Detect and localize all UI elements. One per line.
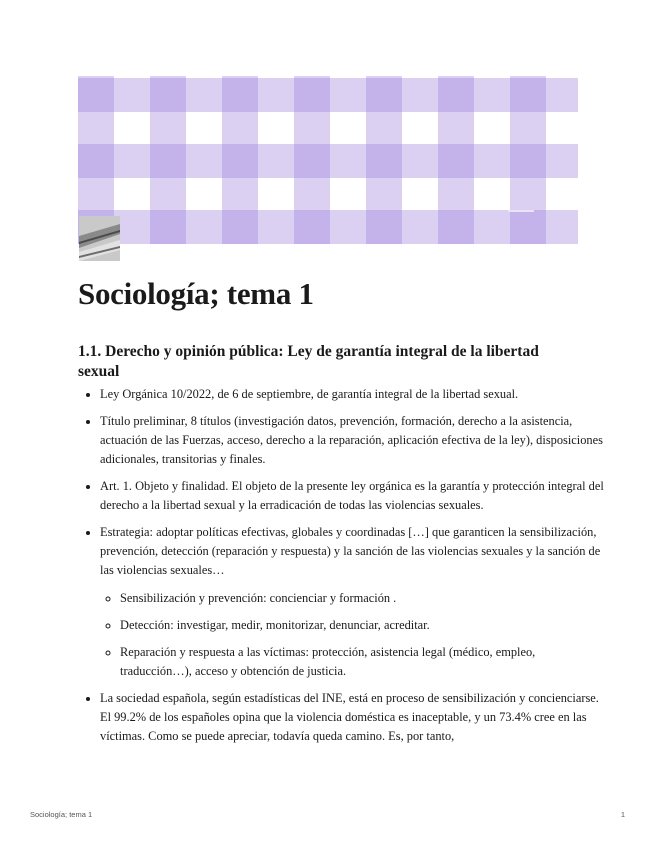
list-item <box>100 477 605 515</box>
sub-list-item <box>120 643 605 681</box>
list-item-text: Título preliminar, 8 títulos (investigación datos, prevención, formación, derecho a la asistencia, actuación de las Fuerzas, acceso, derecho a la reparación, aplicación efectiva de la ley), disposiciones adicionales, transitorias y finales. <box>100 414 603 466</box>
list-item <box>100 412 605 469</box>
section-heading: 1.1. Derecho y opinión pública: Ley de garantía integral de la libertad sexual <box>78 343 539 380</box>
sub-list-item <box>120 616 605 635</box>
list-item-text: Ley Orgánica 10/2022, de 6 de septiembre, de garantía integral de la libertad sexual. <box>100 387 519 401</box>
list-item <box>100 689 605 746</box>
list-item-text: La sociedad española, según estadísticas del INE, está en proceso de sensibilización y concienciarse. El 99.2% de los españoles opina que la violencia doméstica es inaceptable, y un 73.4% cree en las víctimas. Como se puede apreciar, todavía queda camino. Es, por tanto, <box>100 691 599 743</box>
footer-document-title: Sociología; tema 1 <box>30 810 93 819</box>
cover-thumbnail-image <box>79 216 120 261</box>
sub-list-item-text: Detección: investigar, medir, monitorizar, denunciar, acreditar. <box>120 618 430 632</box>
list-item-text: Estrategia: adoptar políticas efectivas, globales y coordinadas […] que garanticen la sensibilización, prevención, detección (reparación y respuesta) y la sanción de las violencias sexuales y la sanción de las violencias sexuales… <box>100 525 601 577</box>
banner-decoration <box>508 210 534 212</box>
sub-list-item-text: Reparación y respuesta a las víctimas: protección, asistencia legal (médico, empleo, traducción…), acceso y obtención de justicia. <box>120 645 536 678</box>
sub-list-item <box>120 589 605 608</box>
footer-page-number: 1 <box>620 810 625 819</box>
sub-bullet-list <box>100 589 605 681</box>
page-title: Sociología; tema 1 <box>78 276 314 311</box>
header-banner-image <box>78 76 578 244</box>
list-item-text: Art. 1. Objeto y finalidad. El objeto de la presente ley orgánica es la garantía y protección integral del derecho a la libertad sexual y la erradicación de todas las violencias sexuales. <box>100 479 604 512</box>
sub-list-item-text: Sensibilización y prevención: concienciar y formación . <box>120 591 397 605</box>
list-item <box>100 385 605 404</box>
list-item <box>100 523 605 681</box>
bullet-list <box>78 385 605 754</box>
